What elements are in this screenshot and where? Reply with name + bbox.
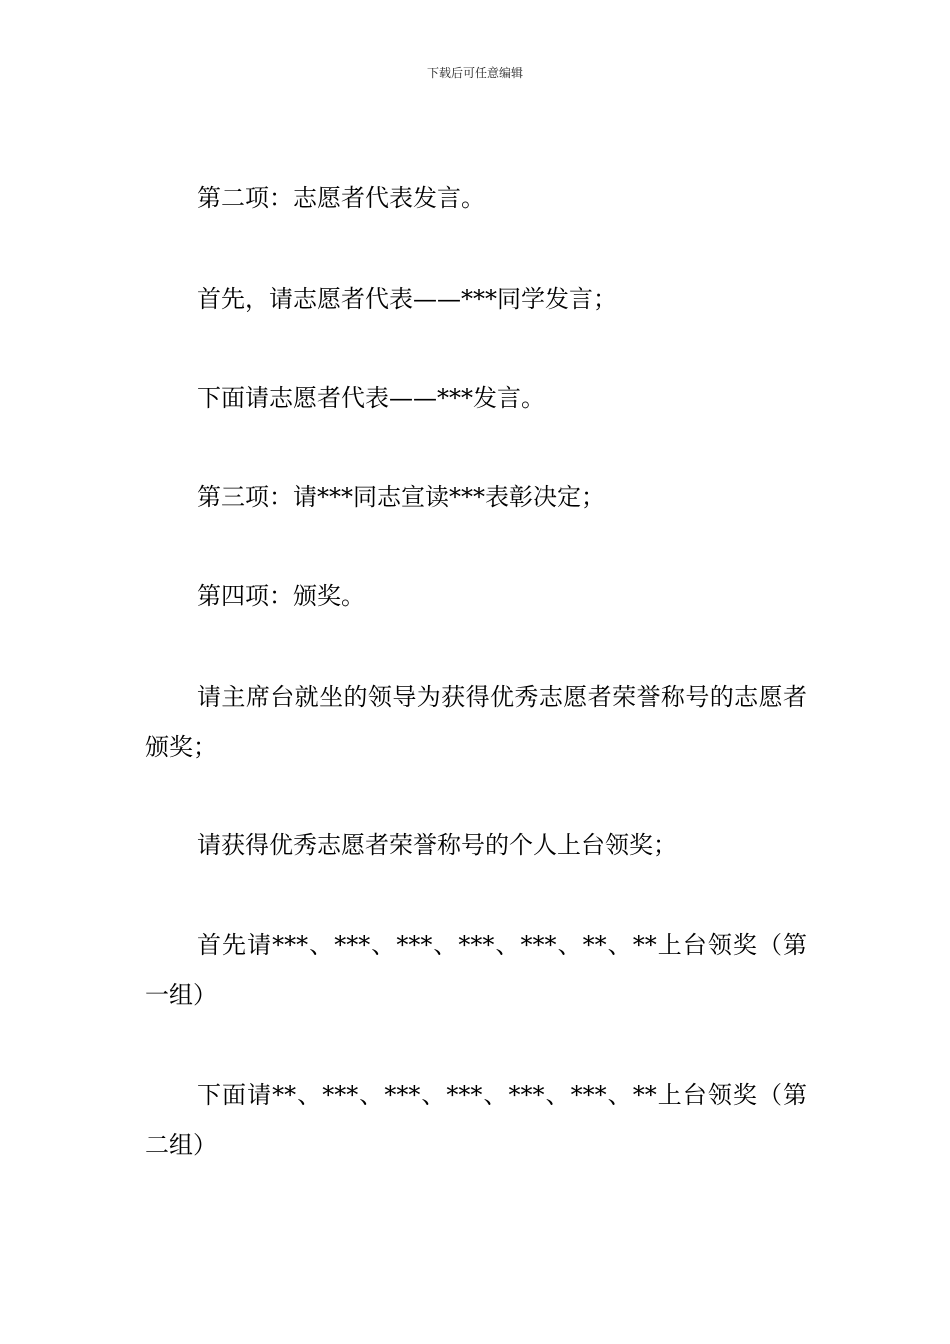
paragraph-item-2-speech: 第二项：志愿者代表发言。 — [197, 184, 485, 212]
paragraph-next-speaker: 下面请志愿者代表——***发言。 — [197, 384, 545, 412]
paragraph-group-two: 下面请**、***、***、***、***、***、**上台领奖（第二组） — [145, 1081, 807, 1159]
paragraph-group-one: 首先请***、***、***、***、***、**、**上台领奖（第一组） — [145, 931, 807, 1009]
paragraph-leaders-present: 请主席台就坐的领导为获得优秀志愿者荣誉称号的志愿者颁奖； — [145, 683, 807, 761]
paragraph-item-4-awards: 第四项：颁奖。 — [197, 582, 365, 610]
paragraph-first-speaker: 首先，请志愿者代表——***同学发言； — [197, 285, 617, 313]
paragraph-individuals-come-up: 请获得优秀志愿者荣誉称号的个人上台领奖； — [197, 831, 677, 859]
paragraph-item-3-decision: 第三项：请***同志宣读***表彰决定； — [197, 483, 605, 511]
page-header: 下载后可任意编辑 — [426, 66, 523, 80]
